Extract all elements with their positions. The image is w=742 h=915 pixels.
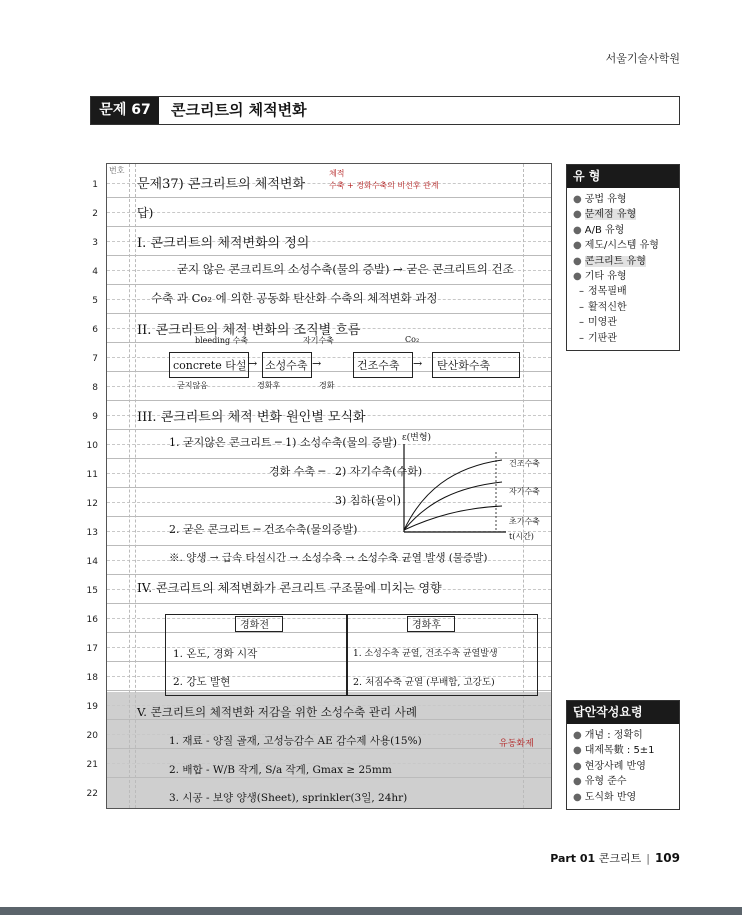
hw-line-15: IV. 콘크리트의 체적변화가 콘크리트 구조물에 미치는 영향 bbox=[137, 581, 442, 595]
hw-line-9: III. 콘크리트의 체적 변화 원인별 모식화 bbox=[137, 410, 366, 425]
hw-red-note: 수축 + 경화수축의 비선후 관계 bbox=[329, 181, 439, 190]
bullet-icon: ● bbox=[573, 745, 582, 757]
line-number: 8 bbox=[92, 383, 98, 393]
type-subitem bbox=[573, 300, 675, 315]
line-number: 10 bbox=[86, 441, 98, 451]
graph-axis-label: t(시간) bbox=[509, 532, 534, 541]
type-subitem bbox=[573, 284, 675, 299]
footer-section: 콘크리트 bbox=[598, 852, 642, 865]
hw-line-1: 문제37) 콘크리트의 체적변화 bbox=[137, 177, 306, 192]
line-number: 13 bbox=[86, 528, 98, 538]
type-item-label: 공법 유형 bbox=[584, 194, 627, 205]
line-number: 5 bbox=[92, 296, 98, 306]
graph-series-label: 자기수축 bbox=[509, 487, 540, 496]
footer-part: Part 01 bbox=[550, 852, 596, 865]
bullet-icon: ● bbox=[573, 194, 582, 205]
arrow-icon: → bbox=[312, 357, 322, 370]
flow-box-label: 소성수축 bbox=[265, 359, 308, 372]
hw-line-4: 굳지 않은 콘크리트의 소성수축(물의 증발) → 굳은 콘크리트의 건조 bbox=[177, 262, 514, 276]
hw-line-17-right: 1. 소성수축 균열, 건조수축 균열발생 bbox=[353, 649, 498, 659]
shrinkage-graph bbox=[402, 442, 507, 537]
dash-icon: – bbox=[579, 317, 584, 329]
type-subitem-label: 기판관 bbox=[588, 332, 617, 344]
table-header-right: 경화후 bbox=[412, 620, 441, 631]
type-item bbox=[573, 192, 675, 207]
line-number: 9 bbox=[92, 412, 98, 422]
margin-line bbox=[129, 164, 130, 808]
bullet-icon: ● bbox=[573, 776, 582, 788]
hw-line-2: 답) bbox=[137, 206, 154, 220]
hw-line-12: 3) 침하(물이) bbox=[335, 494, 401, 507]
bullet-icon: ● bbox=[573, 271, 582, 283]
bullet-icon: ● bbox=[573, 255, 582, 267]
ruled-line bbox=[107, 748, 551, 749]
line-number: 3 bbox=[92, 238, 98, 248]
type-subitem-label: 정목필배 bbox=[588, 286, 627, 298]
hw-line-6: II. 콘크리트의 체적 변화의 조직별 흐름 bbox=[137, 323, 361, 338]
bullet-icon: ● bbox=[573, 224, 582, 236]
flow-label-above: Co₂ bbox=[405, 335, 420, 344]
hw-line-19: V. 콘크리트의 체적변화 저감을 위한 소성수축 관리 사례 bbox=[137, 705, 417, 719]
answer-guide-item bbox=[573, 743, 675, 758]
answer-guide-heading: 답안작성요령 bbox=[567, 701, 679, 724]
answer-guide-item bbox=[573, 790, 675, 805]
line-number: 18 bbox=[86, 673, 98, 683]
type-subitem-label: 미영관 bbox=[588, 317, 617, 329]
hw-red-note: 유동화제 bbox=[499, 739, 534, 749]
line-number: 22 bbox=[86, 789, 98, 799]
hw-line-14: ※. 양생 → 급속 타설시간 → 소성수축 → 소성수축 균열 발생 (물증발) bbox=[169, 552, 488, 564]
type-item bbox=[573, 269, 675, 284]
answer-guide-box bbox=[566, 700, 680, 810]
flow-box-label: concrete 타설 bbox=[173, 359, 247, 372]
type-item bbox=[573, 207, 675, 222]
type-subitem-label: 활적신한 bbox=[588, 301, 627, 313]
table-header-left: 경화전 bbox=[240, 620, 269, 631]
flow-label-below: 굳지않음 bbox=[177, 381, 208, 390]
line-number: 12 bbox=[86, 499, 98, 509]
graph-curve bbox=[404, 506, 502, 530]
ruled-line bbox=[107, 284, 551, 285]
flow-box-label: 탄산화수축 bbox=[437, 359, 491, 372]
page-footer bbox=[550, 850, 680, 866]
graph-series-label: 건조수축 bbox=[509, 459, 540, 468]
answer-guide-label: 도식화 반영 bbox=[584, 791, 637, 803]
question-title: 콘크리트의 체적변화 bbox=[171, 101, 307, 119]
ruled-line bbox=[107, 313, 551, 314]
hw-line-10: 1. 굳지않은 콘크리트 ─ 1) 소성수축(물의 증발) bbox=[169, 436, 397, 449]
arrow-icon: → bbox=[248, 357, 258, 370]
hw-line-18-right: 2. 처짐수축 균열 (부배합, 고강도) bbox=[353, 677, 495, 688]
answer-guide-item bbox=[573, 728, 675, 743]
flow-label-above: 자기수축 bbox=[303, 336, 334, 345]
line-number: 20 bbox=[86, 731, 98, 741]
header-org: 서울기술사학원 bbox=[605, 52, 680, 65]
type-item-label: 문제점 유형 bbox=[584, 209, 637, 221]
answer-guide-label: 유형 준수 bbox=[584, 776, 627, 788]
ruled-line bbox=[107, 197, 551, 198]
dash-icon: – bbox=[579, 332, 584, 344]
margin-line bbox=[135, 164, 136, 808]
hw-line-22: 3. 시공 - 보양 양생(Sheet), sprinkler(3일, 24hr) bbox=[169, 792, 408, 804]
graph-series-label: 초기수축 bbox=[509, 517, 540, 526]
type-item-label: 기타 유형 bbox=[584, 271, 627, 283]
bullet-icon: ● bbox=[573, 791, 582, 803]
arrow-icon: → bbox=[413, 357, 423, 370]
hw-line-5: 수축 과 Co₂ 에 의한 공동화 탄산화 수축의 체적변화 과정 bbox=[151, 291, 438, 305]
bullet-icon: ● bbox=[573, 730, 582, 741]
line-number: 19 bbox=[86, 702, 98, 712]
type-item bbox=[573, 223, 675, 238]
ruled-line bbox=[107, 429, 551, 430]
type-item-label: 콘크리트 유형 bbox=[584, 255, 646, 267]
type-item bbox=[573, 238, 675, 253]
line-number: 4 bbox=[92, 267, 98, 277]
corner-label: 번호 bbox=[109, 166, 125, 175]
line-number: 16 bbox=[86, 615, 98, 625]
hw-line-11: 2) 자기수축(수화) bbox=[335, 465, 423, 478]
hw-line-3: I. 콘크리트의 체적변화의 정의 bbox=[137, 236, 310, 251]
line-number: 7 bbox=[92, 354, 98, 364]
type-subitem bbox=[573, 315, 675, 330]
bottom-bar bbox=[0, 907, 742, 915]
hw-line-17-left: 1. 온도, 경화 시작 bbox=[173, 648, 258, 660]
flow-box-label: 건조수축 bbox=[357, 359, 400, 372]
answer-guide-label: 개념 : 정확히 bbox=[584, 730, 643, 741]
hw-red-note: 체적 bbox=[329, 169, 345, 178]
line-number: 2 bbox=[92, 209, 98, 219]
type-box-heading: 유 형 bbox=[567, 165, 679, 188]
line-number: 17 bbox=[86, 644, 98, 654]
bullet-icon: ● bbox=[573, 209, 582, 221]
graph-axis-label: ε(변형) bbox=[402, 433, 432, 443]
answer-guide-item bbox=[573, 759, 675, 774]
line-number: 15 bbox=[86, 586, 98, 596]
dash-icon: – bbox=[579, 301, 584, 313]
question-number: 문제 67 bbox=[91, 97, 159, 124]
type-item-label: 제도/시스템 유형 bbox=[584, 240, 659, 252]
hw-line-21: 2. 배합 - W/B 작게, S/a 작게, Gmax ≥ 25mm bbox=[169, 764, 392, 776]
footer-separator: | bbox=[646, 852, 650, 865]
ruled-line bbox=[107, 545, 551, 546]
type-box bbox=[566, 164, 680, 351]
bullet-icon: ● bbox=[573, 760, 582, 772]
hw-line-13: 2. 굳은 콘크리트 ─ 건조수축(물의증발) bbox=[169, 523, 358, 536]
ruled-half-line bbox=[107, 212, 551, 213]
type-item-label: A/B 유형 bbox=[584, 224, 625, 236]
answer-guide-label: 현장사례 반영 bbox=[584, 760, 646, 772]
type-subitem bbox=[573, 331, 675, 346]
question-title-bar bbox=[90, 96, 680, 125]
line-number: 21 bbox=[86, 760, 98, 770]
graph-curve bbox=[404, 460, 502, 530]
flow-label-below: 경화후 bbox=[257, 381, 281, 390]
line-number: 1 bbox=[92, 180, 98, 190]
line-number: 14 bbox=[86, 557, 98, 567]
answer-guide-label: 대제목數 : 5±1 bbox=[584, 745, 655, 757]
hw-line-18-left: 2. 강도 발현 bbox=[173, 676, 231, 688]
bullet-icon: ● bbox=[573, 240, 582, 252]
ruled-line bbox=[107, 226, 551, 227]
ruled-line bbox=[107, 400, 551, 401]
flow-label-below: 경화 bbox=[319, 381, 335, 390]
flow-label-above: bleeding 수축 bbox=[195, 336, 249, 345]
ruled-line bbox=[107, 777, 551, 778]
hw-line-11b: 경화 수축 ─ bbox=[269, 465, 326, 478]
hw-line-20: 1. 재료 - 양질 골재, 고성능감수 AE 감수제 사용(15%) bbox=[169, 735, 422, 747]
line-number: 6 bbox=[92, 325, 98, 335]
ruled-line bbox=[107, 603, 551, 604]
answer-guide-item bbox=[573, 774, 675, 789]
answer-sheet bbox=[106, 163, 552, 809]
line-number: 11 bbox=[86, 470, 98, 480]
ruled-line bbox=[107, 255, 551, 256]
type-item bbox=[573, 254, 675, 269]
dash-icon: – bbox=[579, 286, 584, 298]
page-number: 109 bbox=[654, 851, 680, 865]
ruled-line bbox=[107, 574, 551, 575]
